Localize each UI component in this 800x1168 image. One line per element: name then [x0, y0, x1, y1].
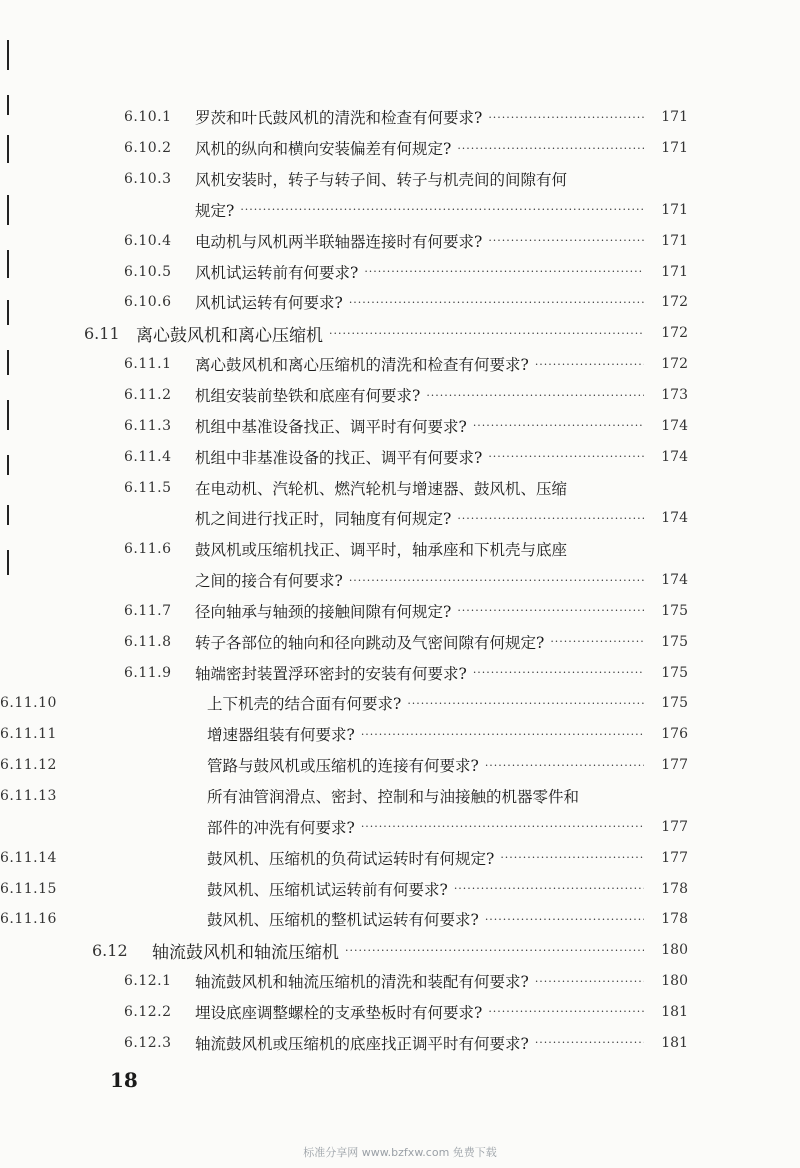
toc-leader-dots — [488, 450, 644, 463]
toc-entry-title: 转子各部位的轴向和径向跳动及气密间隙有何规定? — [195, 633, 545, 652]
toc-entry-title: 鼓风机、压缩机试运转前有何要求? — [207, 880, 448, 899]
toc-leader-dots — [349, 296, 644, 309]
toc-entry-page: 181 — [661, 1003, 688, 1020]
toc-leader-dots — [407, 697, 644, 710]
toc-entry-title: 轴流鼓风机或压缩机的底座找正调平时有何要求? — [195, 1034, 529, 1053]
toc-entry-page: 181 — [661, 1034, 688, 1051]
toc-entry-number: 6.10.6 — [124, 294, 172, 311]
toc-entry-number: 6.10.2 — [124, 140, 172, 157]
toc-entry-number: 6.10.5 — [124, 263, 172, 280]
toc-entry-number: 6.12.3 — [124, 1034, 172, 1051]
toc-entry[interactable] — [0, 781, 800, 843]
toc-entry-number: 6.10.3 — [124, 171, 172, 188]
toc-entry-title: 所有油管润滑点、密封、控制和与油接触的机器零件和 — [207, 787, 580, 806]
toc-leader-dots — [535, 1036, 644, 1049]
toc-entry-title-continued: 机之间进行找正时，同轴度有何规定? — [195, 510, 452, 529]
toc-entry-page: 180 — [661, 942, 688, 959]
toc-entry-number: 6.11.8 — [124, 633, 172, 650]
toc-leader-dots — [457, 512, 644, 525]
toc-entry-title: 风机安装时，转子与转子间、转子与机壳间的间隙有何 — [195, 171, 568, 190]
toc-entry-page: 172 — [661, 294, 688, 311]
watermark-text: 标准分享网 www.bzfxw.com 免费下载 — [303, 1146, 497, 1159]
toc-entry[interactable] — [0, 904, 800, 935]
toc-entry-page: 175 — [661, 602, 688, 619]
toc-entry[interactable] — [0, 102, 800, 133]
toc-leader-dots — [473, 666, 644, 679]
toc-entry-number: 6.11.6 — [124, 541, 172, 558]
toc-entry-page: 171 — [661, 232, 688, 249]
toc-leader-dots — [457, 604, 644, 617]
toc-entry-title: 电动机与风机两半联轴器连接时有何要求? — [195, 232, 483, 251]
toc-leader-dots — [457, 142, 644, 155]
toc-entry-title: 离心鼓风机和离心压缩机 — [136, 325, 323, 346]
toc-entry-title: 离心鼓风机和离心压缩机的清洗和检查有何要求? — [195, 356, 529, 375]
toc-entry-number: 6.11.3 — [124, 417, 172, 434]
toc-entry[interactable] — [0, 657, 800, 688]
toc-entry[interactable] — [0, 688, 800, 719]
toc-entry-number: 6.11.14 — [0, 849, 57, 866]
toc-leader-dots — [485, 913, 644, 926]
toc-entry-number: 6.10.4 — [124, 232, 172, 249]
toc-entry[interactable] — [0, 626, 800, 657]
toc-entry-number: 6.11.12 — [0, 757, 57, 774]
toc-leader-dots — [349, 574, 644, 587]
toc-entry-page: 173 — [661, 387, 688, 404]
toc-entry-title: 增速器组装有何要求? — [207, 726, 355, 745]
toc-leader-dots — [488, 1005, 644, 1018]
toc-entry-title: 鼓风机或压缩机找正、调平时，轴承座和下机壳与底座 — [195, 541, 568, 560]
toc-entry-title: 鼓风机、压缩机的整机试运转有何要求? — [207, 911, 479, 930]
toc-entry[interactable] — [0, 873, 800, 904]
toc-entry-page: 174 — [661, 572, 688, 589]
toc-leader-dots — [364, 265, 644, 278]
toc-leader-dots — [488, 234, 644, 247]
toc-entry-title: 风机试运转有何要求? — [195, 294, 343, 313]
toc-leader-dots — [240, 203, 644, 216]
toc-entry-page: 172 — [661, 325, 688, 342]
toc-entry-number: 6.12 — [92, 940, 128, 960]
toc-entry-number: 6.11.13 — [0, 787, 57, 804]
binding-mark — [7, 40, 9, 70]
toc-leader-dots — [485, 759, 644, 772]
toc-entry-number: 6.10.1 — [124, 109, 172, 126]
toc-entry-number: 6.11.10 — [0, 695, 57, 712]
toc-entry-number: 6.12.1 — [124, 973, 172, 990]
toc-entry-title: 机组安装前垫铁和底座有何要求? — [195, 387, 421, 406]
toc-entry[interactable] — [0, 1027, 800, 1058]
toc-entry[interactable] — [0, 380, 800, 411]
toc-entry-title-continued: 规定? — [195, 201, 235, 220]
toc-entry-page: 178 — [661, 880, 688, 897]
toc-entry-page: 171 — [661, 140, 688, 157]
toc-entry-number: 6.11.15 — [0, 880, 57, 897]
toc-leader-dots — [500, 851, 644, 864]
toc-entry-page: 177 — [661, 757, 688, 774]
toc-entry-number: 6.11.7 — [124, 602, 172, 619]
toc-entry[interactable] — [0, 719, 800, 750]
toc-entry-number: 6.11.16 — [0, 911, 57, 928]
toc-entry-number: 6.11.5 — [124, 479, 172, 496]
toc-entry-page: 180 — [661, 973, 688, 990]
toc-entry-page: 174 — [661, 448, 688, 465]
toc-entry-page: 177 — [661, 849, 688, 866]
toc-entry-page: 174 — [661, 417, 688, 434]
toc-entry[interactable] — [0, 349, 800, 380]
toc-entry[interactable] — [0, 472, 800, 534]
toc-leader-dots — [454, 882, 644, 895]
toc-entry-number: 6.11 — [84, 323, 120, 343]
toc-entry-title-continued: 之间的接合有何要求? — [195, 572, 343, 591]
toc-entry[interactable] — [0, 966, 800, 997]
toc-leader-dots — [535, 358, 644, 371]
toc-entry-number: 6.12.2 — [124, 1003, 172, 1020]
toc-leader-dots — [345, 944, 644, 957]
toc-section-entry[interactable] — [0, 318, 800, 349]
toc-entry[interactable] — [0, 441, 800, 472]
toc-entry-page: 178 — [661, 911, 688, 928]
toc-entry[interactable] — [0, 842, 800, 873]
toc-entry[interactable] — [0, 410, 800, 441]
toc-section-entry[interactable] — [0, 935, 800, 966]
toc-entry[interactable] — [0, 164, 800, 226]
toc-entry-number: 6.11.4 — [124, 448, 172, 465]
toc-entry-title: 机组中基准设备找正、调平时有何要求? — [195, 417, 467, 436]
toc-leader-dots — [329, 327, 644, 340]
toc-entry-number: 6.11.9 — [124, 664, 172, 681]
toc-entry-title: 风机试运转前有何要求? — [195, 263, 359, 282]
toc-entry-title-continued: 部件的冲洗有何要求? — [207, 818, 355, 837]
toc-leader-dots — [361, 820, 644, 833]
toc-entry[interactable] — [0, 534, 800, 596]
table-of-contents — [0, 102, 800, 1058]
toc-entry-title: 轴流鼓风机和轴流压缩机 — [152, 942, 339, 963]
toc-entry-page: 176 — [661, 726, 688, 743]
toc-entry-page: 175 — [661, 695, 688, 712]
toc-entry-number: 6.11.1 — [124, 356, 172, 373]
toc-entry-title: 在电动机、汽轮机、燃汽轮机与增速器、鼓风机、压缩 — [195, 479, 568, 498]
toc-entry-page: 171 — [661, 201, 688, 218]
toc-entry-title: 埋设底座调整螺栓的支承垫板时有何要求? — [195, 1003, 483, 1022]
toc-entry-title: 鼓风机、压缩机的负荷试运转时有何规定? — [207, 849, 495, 868]
toc-entry-title: 径向轴承与轴颈的接触间隙有何规定? — [195, 602, 452, 621]
toc-entry-page: 172 — [661, 356, 688, 373]
toc-entry-title: 罗茨和叶氏鼓风机的清洗和检查有何要求? — [195, 109, 483, 128]
toc-leader-dots — [550, 635, 644, 648]
toc-entry[interactable] — [0, 750, 800, 781]
toc-entry-page: 171 — [661, 109, 688, 126]
toc-entry[interactable] — [0, 256, 800, 287]
toc-entry[interactable] — [0, 225, 800, 256]
toc-entry-title: 管路与鼓风机或压缩机的连接有何要求? — [207, 757, 479, 776]
toc-entry[interactable] — [0, 596, 800, 627]
toc-leader-dots — [535, 975, 644, 988]
toc-entry-page: 175 — [661, 664, 688, 681]
toc-entry-number: 6.11.2 — [124, 387, 172, 404]
toc-entry-page: 177 — [661, 818, 688, 835]
toc-entry-title: 上下机壳的结合面有何要求? — [207, 695, 402, 714]
toc-leader-dots — [488, 111, 644, 124]
toc-entry-number: 6.11.11 — [0, 726, 57, 743]
toc-entry[interactable] — [0, 133, 800, 164]
toc-entry[interactable] — [0, 287, 800, 318]
toc-entry-page: 175 — [661, 633, 688, 650]
toc-entry-title: 轴流鼓风机和轴流压缩机的清洗和装配有何要求? — [195, 973, 529, 992]
toc-leader-dots — [361, 728, 644, 741]
toc-entry[interactable] — [0, 996, 800, 1027]
toc-entry-page: 171 — [661, 263, 688, 280]
toc-leader-dots — [473, 419, 644, 432]
page-number: 18 — [110, 1068, 138, 1092]
toc-leader-dots — [426, 389, 644, 402]
toc-entry-page: 174 — [661, 510, 688, 527]
toc-entry-title: 机组中非基准设备的找正、调平有何要求? — [195, 448, 483, 467]
toc-entry-title: 轴端密封装置浮环密封的安装有何要求? — [195, 664, 467, 683]
toc-entry-title: 风机的纵向和横向安装偏差有何规定? — [195, 140, 452, 159]
